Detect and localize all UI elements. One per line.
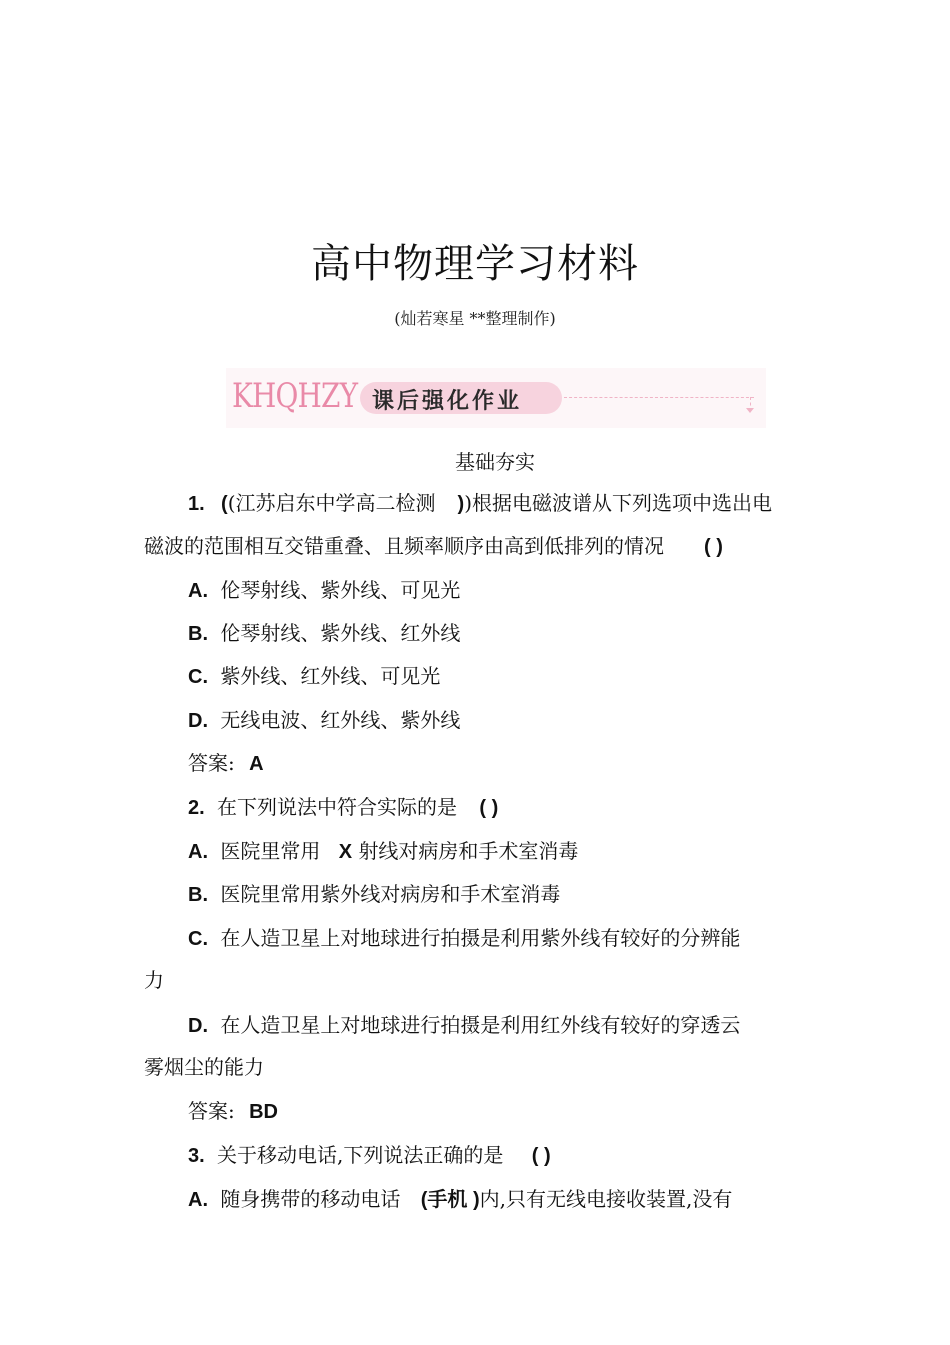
question-1-line-2	[144, 533, 723, 560]
question-number: 3	[188, 1145, 200, 1167]
answer-line: 答案: BD	[188, 1099, 278, 1123]
question-stem-cont: 磁波的范围相互交错重叠、且频率顺序由高到低排列的情况	[144, 534, 664, 558]
answer-bracket: ( )	[704, 536, 723, 558]
banner-logo: KHQHZY	[232, 376, 358, 416]
question-stem: 关于移动电话,下列说法正确的是	[217, 1143, 504, 1167]
question-source: (江苏启东中学高二检测	[227, 491, 436, 515]
document-title: 高中物理学习材料	[311, 241, 639, 287]
arrow-down-icon	[746, 408, 754, 413]
answer-line: 答案: A	[188, 751, 264, 775]
banner-label: 课后强化作业	[372, 389, 523, 414]
option-d-cont: 雾烟尘的能力	[144, 1055, 264, 1079]
option-a: A. 医院里常用 X 射线对病房和手术室消毒	[188, 839, 579, 863]
question-1-line-1: 1. ((江苏启东中学高二检测 ))根据电磁波谱从下列选项中选出电	[188, 491, 773, 515]
document-subtitle: (灿若寒星 **整理制作)	[394, 309, 556, 328]
section-heading: 基础夯实	[455, 450, 535, 474]
homework-banner	[226, 368, 766, 428]
question-2-line-1: 2. 在下列说法中符合实际的是 ( )	[188, 795, 499, 819]
option-a: A. 随身携带的移动电话 (手机 )内,只有无线电接收装置,没有	[188, 1187, 733, 1211]
option-a: A. 伦琴射线、紫外线、可见光	[188, 578, 461, 602]
option-b: B. 伦琴射线、紫外线、红外线	[188, 621, 461, 645]
question-stem: )根据电磁波谱从下列选项中选出电	[464, 491, 773, 515]
question-stem: 在下列说法中符合实际的是	[217, 795, 458, 819]
option-c-cont: 力	[144, 968, 164, 992]
answer-bracket: ( )	[531, 1145, 551, 1167]
option-c: C. 在人造卫星上对地球进行拍摄是利用紫外线有较好的分辨能	[188, 926, 741, 950]
question-3-line-1: 3. 关于移动电话,下列说法正确的是 ( )	[188, 1143, 551, 1167]
option-d: D. 无线电波、红外线、紫外线	[188, 708, 461, 732]
option-c: C. 紫外线、红外线、可见光	[188, 664, 441, 688]
banner-dashed-line	[564, 397, 754, 398]
answer-bracket: ( )	[479, 797, 499, 819]
question-number: 2	[188, 797, 200, 819]
question-number: 1	[188, 493, 200, 515]
option-d: D. 在人造卫星上对地球进行拍摄是利用红外线有较好的穿透云	[188, 1013, 741, 1037]
answer-value: A	[249, 753, 264, 775]
option-b: B. 医院里常用紫外线对病房和手术室消毒	[188, 882, 561, 906]
answer-value: BD	[249, 1101, 278, 1123]
